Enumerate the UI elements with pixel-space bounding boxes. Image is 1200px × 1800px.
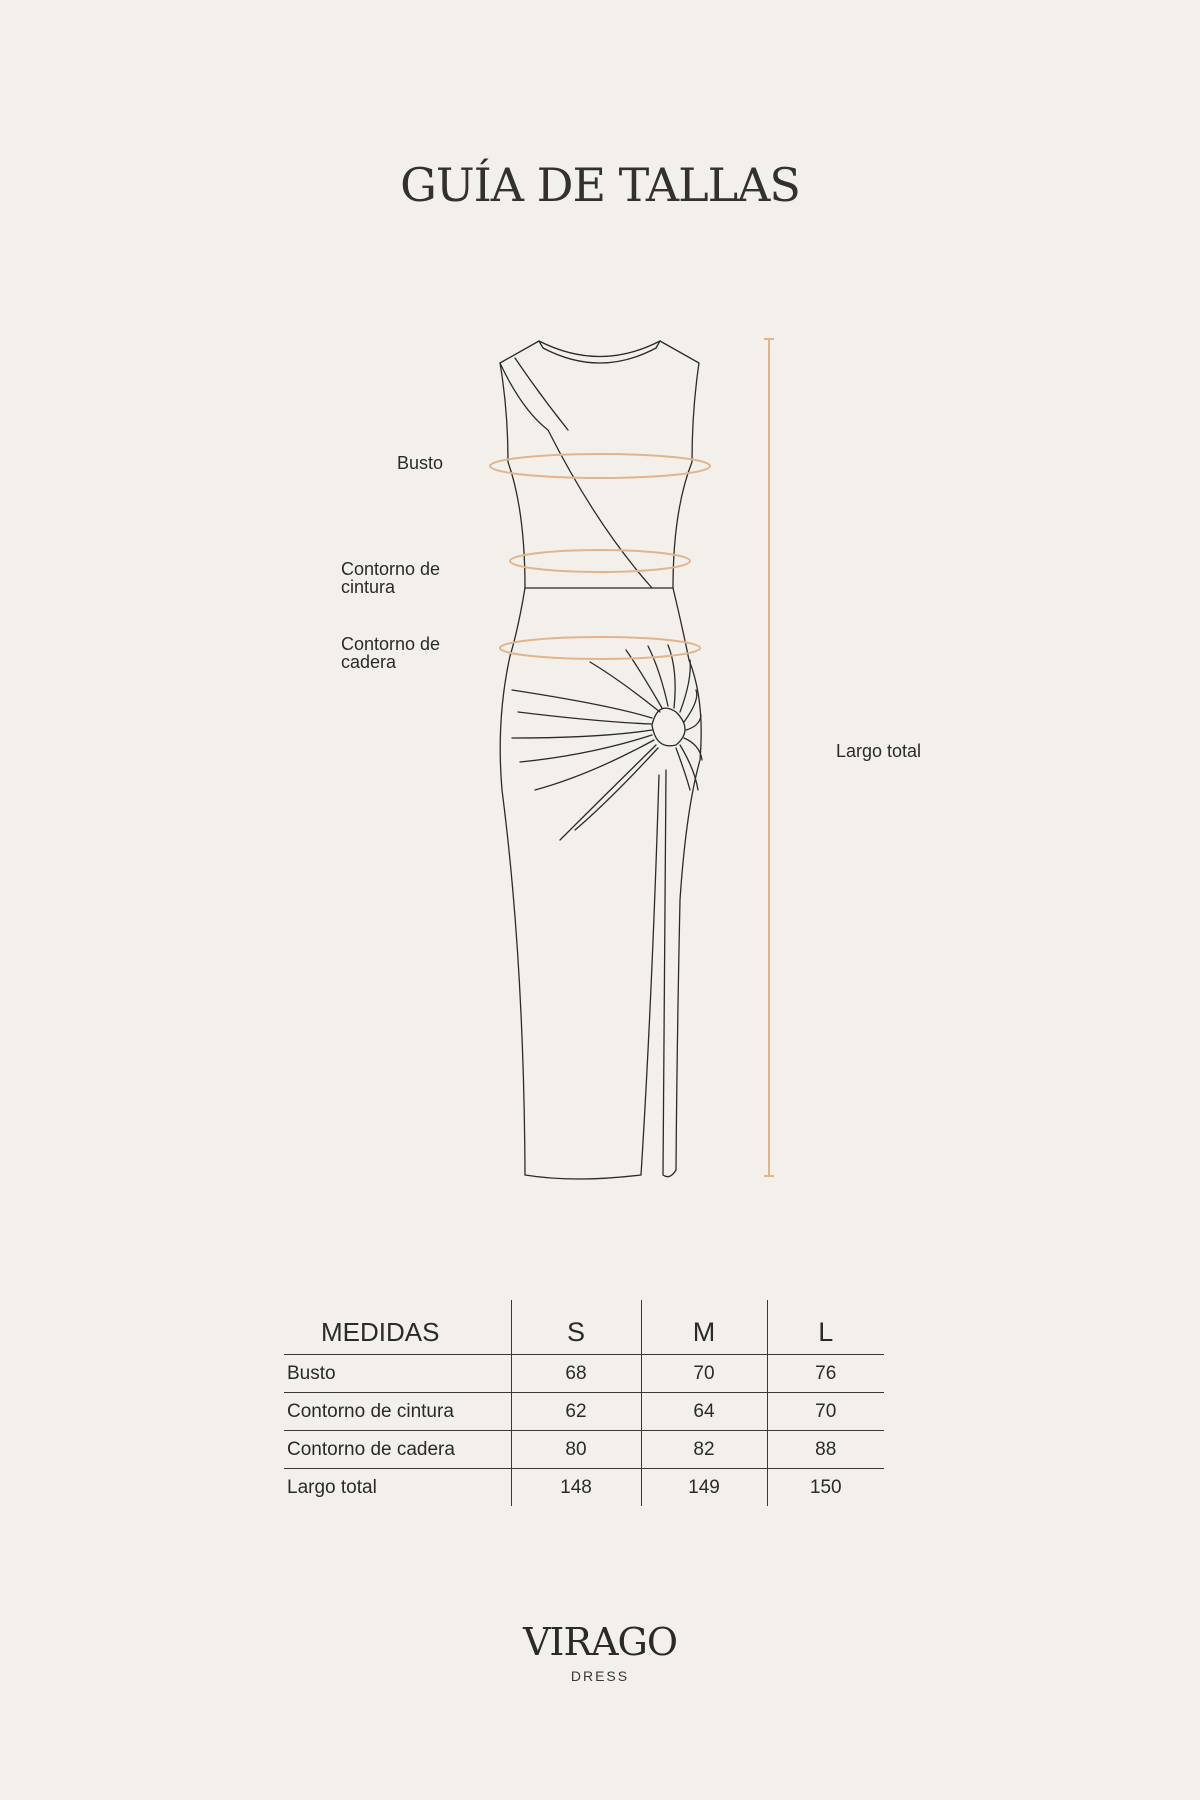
cell-s: 80 [511,1431,641,1469]
brand-name: VIRAGO [522,1620,677,1664]
table-row [284,1431,884,1469]
brand-logo [0,1622,1200,1684]
table-row [284,1355,884,1393]
waist-measure-ring [510,550,690,572]
page-title: GUÍA DE TALLAS [400,158,800,212]
label-busto: Busto [397,453,444,473]
cell-m: 82 [641,1431,767,1469]
row-label: Contorno de cadera [284,1431,511,1469]
label-contorno-cadera: Contorno de cadera [341,634,441,672]
cell-m: 70 [641,1355,767,1393]
cell-l: 76 [767,1355,884,1393]
header-size-m: M [641,1300,767,1355]
table-header-row [284,1300,884,1355]
cell-l: 88 [767,1431,884,1469]
knot [652,708,685,746]
skirt-right [673,588,701,1170]
label-largo-total: Largo total [836,741,922,761]
cell-m: 149 [641,1469,767,1507]
hem [525,1175,641,1179]
cell-l: 150 [767,1469,884,1507]
row-label: Busto [284,1355,511,1393]
table-row [284,1469,884,1507]
header-medidas: MEDIDAS [321,1317,440,1347]
bodice-right [660,341,699,588]
slit-left [641,775,659,1175]
header-size-l: L [767,1300,884,1355]
cell-l: 70 [767,1393,884,1431]
header-size-s: S [511,1300,641,1355]
brand-subtitle: DRESS [570,1668,630,1684]
hip-measure-ring [500,637,700,659]
label-contorno-cintura: Contorno de cintura [341,559,441,597]
cell-s: 68 [511,1355,641,1393]
cell-m: 64 [641,1393,767,1431]
skirt-left [500,588,525,1175]
row-label: Contorno de cintura [284,1393,511,1431]
bust-measure-ring [490,454,710,478]
slit-right [663,770,676,1177]
size-table [284,1300,884,1506]
table-row [284,1393,884,1431]
bodice-left [500,341,539,588]
cell-s: 148 [511,1469,641,1507]
row-label: Largo total [284,1469,511,1507]
cell-s: 62 [511,1393,641,1431]
